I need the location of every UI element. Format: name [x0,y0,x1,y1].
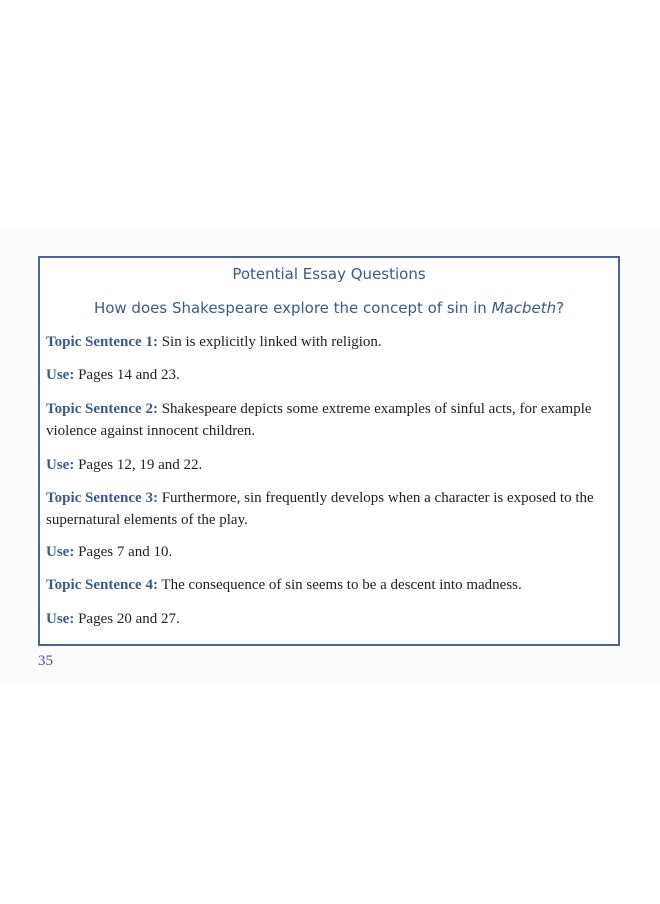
use-2-label: Use: [46,457,75,473]
topic-sentence-2-text: Shakespeare depicts some extreme examples of sinful acts, for example violence against innocent children. [46,401,592,439]
essay-question [40,298,618,318]
use-1-label: Use: [46,367,75,383]
use-1 [46,364,612,386]
topic-sentence-2 [46,398,612,442]
topic-sentence-3-text: Furthermore, sin frequently develops when a character is exposed to the supernatural elements of the play. [46,490,594,528]
topic-sentence-2-label: Topic Sentence 2: [46,401,158,417]
topic-sentence-1-text: Sin is explicitly linked with religion. [157,334,382,350]
question-mark: ? [556,299,565,317]
topic-sentence-1 [46,331,612,353]
use-3-text: Pages 7 and 10. [74,544,173,560]
topic-sentence-3-label: Topic Sentence 3: [46,490,158,506]
use-1-text: Pages 14 and 23. [74,367,180,383]
use-2 [46,454,612,476]
topic-sentence-4-label: Topic Sentence 4: [46,577,158,593]
use-3-label: Use: [46,544,75,560]
use-4-text: Pages 20 and 27. [74,611,180,627]
use-3 [46,541,612,563]
topic-sentence-4 [46,574,612,596]
play-title: Macbeth [491,299,557,317]
page-number: 35 [38,653,53,669]
topic-sentence-4-text: The consequence of sin seems to be a descent into madness. [157,577,522,593]
question-text: How does Shakespeare explore the concept of sin in [93,299,492,317]
use-4-label: Use: [46,611,75,627]
box-title: Potential Essay Questions [232,265,426,283]
use-4 [46,608,612,630]
topic-sentence-3 [46,487,612,531]
essay-questions-box [38,256,620,646]
topic-sentence-1-label: Topic Sentence 1: [46,334,158,350]
use-2-text: Pages 12, 19 and 22. [74,457,203,473]
